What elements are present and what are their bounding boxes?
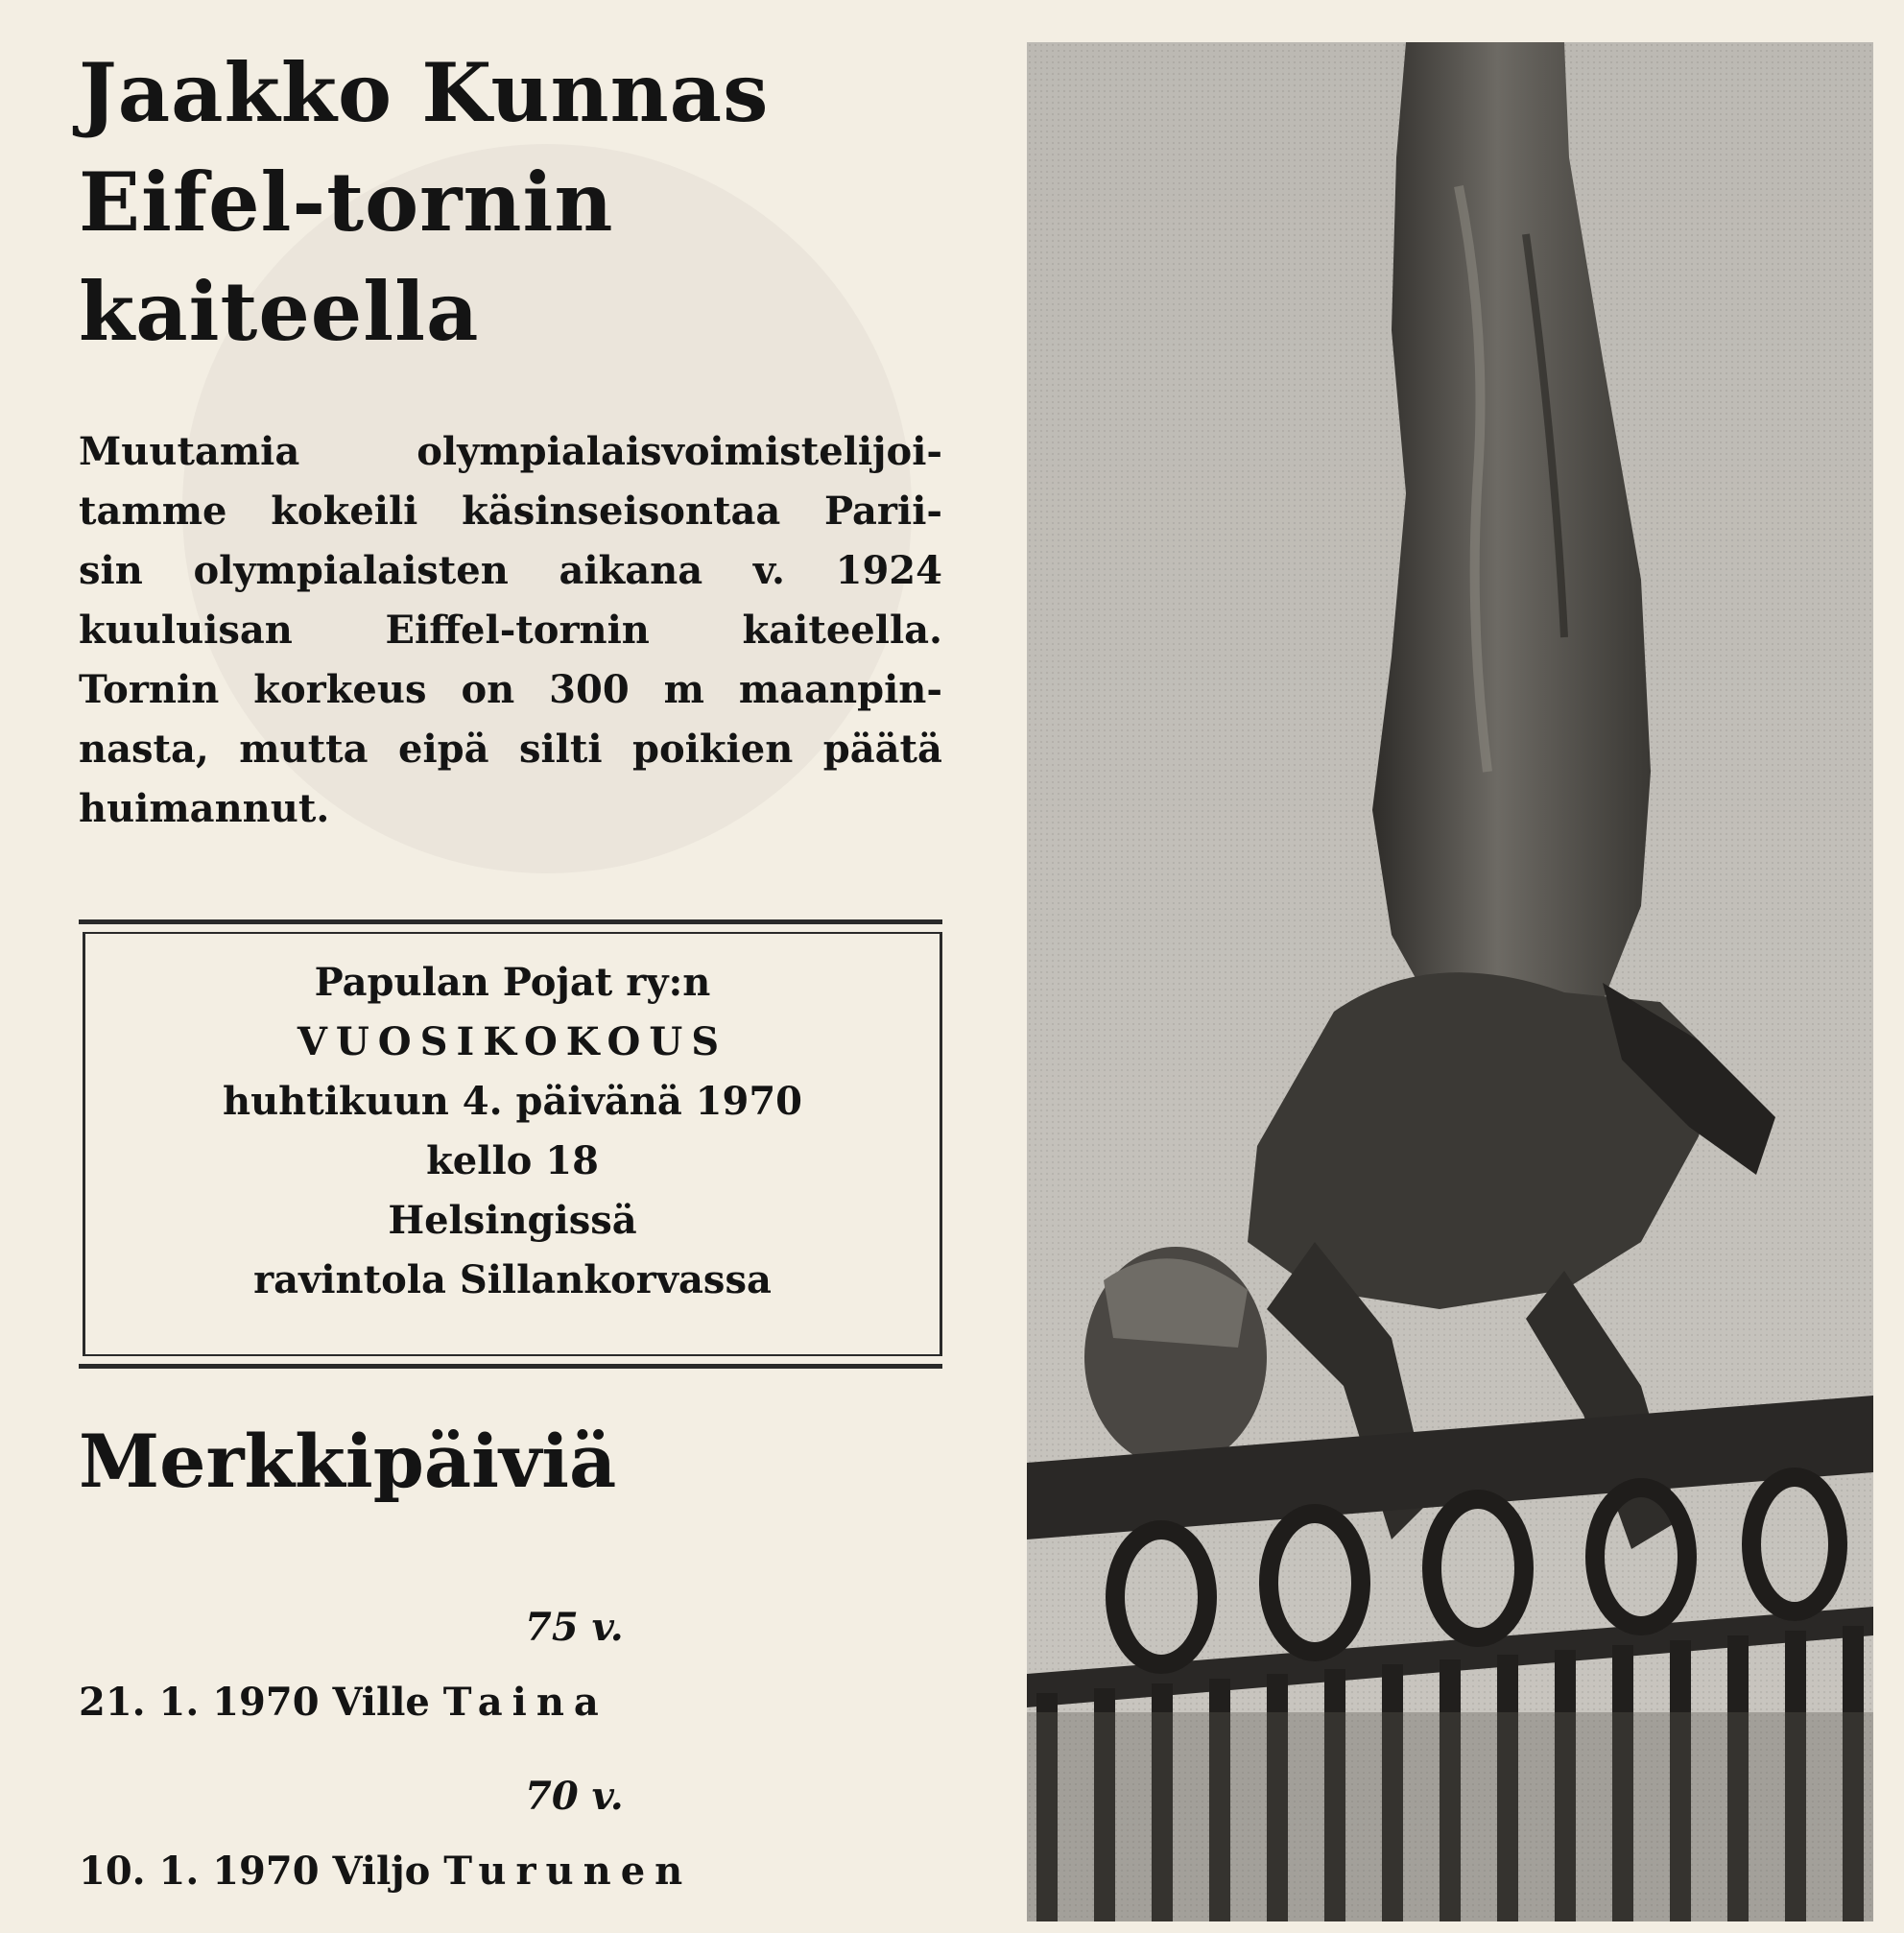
entry-date: 10. 1. 1970 <box>79 1849 320 1894</box>
word: kuuluisan <box>79 608 293 653</box>
headline-line: Jaakko Kunnas <box>79 45 770 140</box>
word: kokeili <box>271 489 418 534</box>
word: päätä <box>822 727 942 772</box>
article-headline <box>79 38 942 367</box>
notice-org: Papulan Pojat ry:n <box>314 960 711 1005</box>
body-line <box>79 422 942 482</box>
word: Parii- <box>824 489 942 534</box>
word: poikien <box>632 727 794 772</box>
meeting-notice-content <box>83 932 942 1356</box>
body-line <box>79 779 942 839</box>
word: sin <box>79 548 143 593</box>
body-line <box>79 720 942 779</box>
word: on <box>461 667 515 712</box>
meeting-notice-box <box>79 919 942 1369</box>
word: nasta, <box>79 727 209 772</box>
body-line <box>79 541 942 601</box>
word: 1924 <box>835 548 942 593</box>
word: m <box>663 667 704 712</box>
word: v. <box>752 548 785 593</box>
notice-city: Helsingissä <box>388 1198 637 1243</box>
body-line <box>79 482 942 541</box>
handstand-on-railing-photo <box>1027 42 1873 1921</box>
entry-last-name: Turunen <box>443 1849 693 1894</box>
anniversaries-title: Merkkipäiviä <box>79 1419 617 1504</box>
article-body <box>79 422 942 839</box>
entry-first-name: Ville <box>332 1680 430 1725</box>
word: maanpin- <box>738 667 942 712</box>
body-line <box>79 660 942 720</box>
word: olympialaisten <box>193 548 509 593</box>
article-header <box>79 38 942 367</box>
word: silti <box>518 727 603 772</box>
word: eipä <box>398 727 489 772</box>
word: käsinseisontaa <box>462 489 781 534</box>
headline-line: kaiteella <box>79 264 480 359</box>
notice-time: kello 18 <box>426 1138 599 1183</box>
word: Tornin <box>79 667 220 712</box>
body-line <box>79 601 942 660</box>
word: Muutamia <box>79 429 300 474</box>
headline-line: Eifel-tornin <box>79 155 614 250</box>
entry-date: 21. 1. 1970 <box>79 1680 320 1725</box>
word: 300 <box>549 667 630 712</box>
notice-title: VUOSIKOKOUS <box>297 1019 728 1064</box>
word: kaiteella. <box>742 608 942 653</box>
word: tamme <box>79 489 227 534</box>
word: aikana <box>559 548 703 593</box>
word: korkeus <box>253 667 427 712</box>
entry-last-name: Taina <box>442 1680 608 1725</box>
word: olympialaisvoimistelijoi- <box>416 429 942 474</box>
anniversary-entry <box>79 1680 942 1725</box>
entry-first-name: Viljo <box>332 1849 431 1894</box>
anniversary-entry <box>79 1849 942 1894</box>
age-label: 75 v. <box>525 1605 624 1650</box>
age-label: 70 v. <box>525 1774 624 1819</box>
word: Eiffel-tornin <box>385 608 650 653</box>
photo-illustration <box>1027 42 1873 1921</box>
notice-venue: ravintola Sillankorvassa <box>253 1257 772 1302</box>
word: mutta <box>239 727 369 772</box>
word: huimannut. <box>79 786 330 831</box>
notice-date: huhtikuun 4. päivänä 1970 <box>223 1079 802 1124</box>
